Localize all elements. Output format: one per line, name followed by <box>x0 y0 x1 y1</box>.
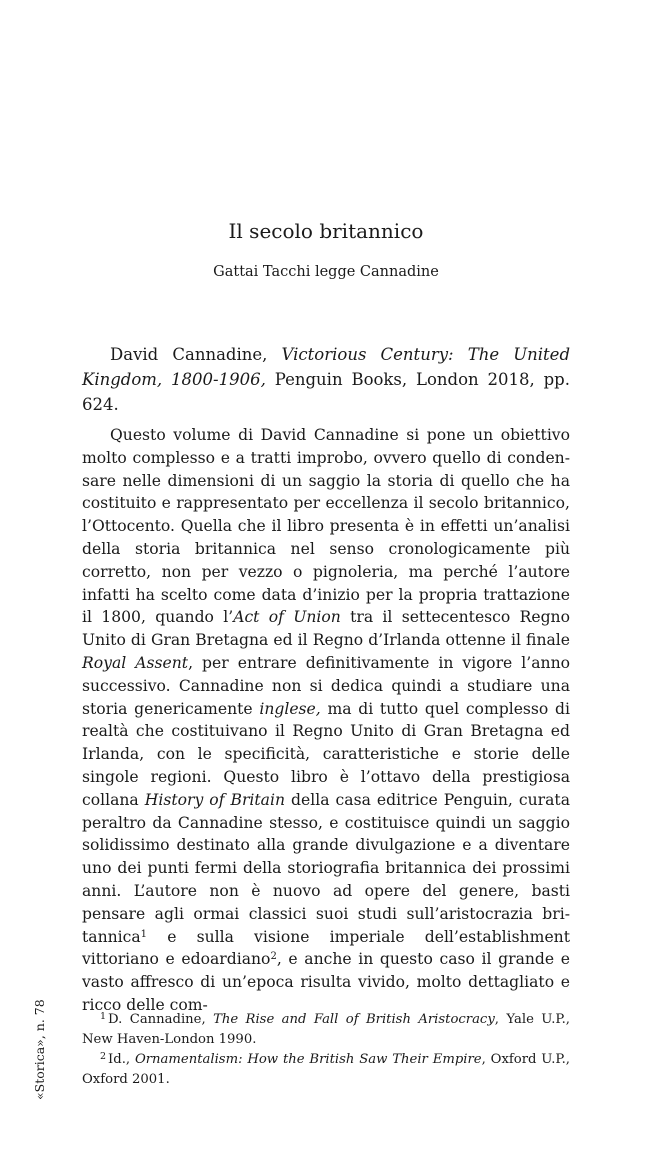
body-text-segment: e sulla visione imperiale dell’establishment vittoriano e edoardiano <box>82 927 570 969</box>
footnote-marker-1[interactable]: 1 <box>140 928 148 940</box>
footnote-author: Id., <box>108 1052 135 1067</box>
italic-term: inglese, <box>259 699 321 718</box>
page <box>82 0 570 1164</box>
biblio-book-title: Victorious Century: The United Kingdom, 1800-1906, <box>82 345 571 389</box>
body-text-segment: tra il settecentesco Regno Unito di Gran Bretagna ed il Regno d’Irlanda ottenne il finale <box>82 608 570 650</box>
footnote-number: 2 <box>100 1051 107 1062</box>
footnote-title: The Rise and Fall of British Aristocracy <box>213 1012 495 1027</box>
biblio-publisher: Penguin Books, London 2018, pp. 624. <box>82 370 570 414</box>
footnote-1 <box>82 1010 570 1050</box>
footnote-author: D. Cannadine, <box>108 1012 214 1027</box>
footnote-title: Ornamentalism: How the British Saw Their Empire <box>134 1052 482 1067</box>
body-text-segment: della casa editrice Penguin, curata peraltro da Cannadine stesso, e costituisce quindi un saggio solidissimo destinato alla grande divulgazione e a diventare uno dei punti fermi della storiografia britannica dei prossimi anni. L’autore non è nuovo ad opere del genere, basti pensare agli ormai classici suoi studi sull’aristocrazia britannica <box>82 790 570 946</box>
footnote-number: 1 <box>100 1011 107 1022</box>
footnote-marker-2[interactable]: 2 <box>270 951 277 963</box>
footnotes <box>82 1010 570 1090</box>
bibliographic-reference <box>82 342 570 417</box>
footnote-publisher: , Yale U.P., New Haven-London 1990. <box>82 1012 570 1047</box>
footnote-publisher: , Oxford U.P., Oxford 2001. <box>82 1052 570 1087</box>
biblio-author: David Cannadine, <box>110 345 282 364</box>
footnote-2 <box>82 1050 570 1090</box>
body-text-segment: , e anche in questo caso il grande e vasto affresco di un’epoca risulta vivido, molto dettagliato e ricco delle com- <box>82 950 570 1014</box>
article-subtitle: Gattai Tacchi legge Cannadine <box>213 264 439 280</box>
italic-term: Act of Union <box>233 608 341 627</box>
article-title: Il secolo britannico <box>228 219 424 243</box>
journal-side-label: «Storica», n. 78 <box>32 999 47 1100</box>
body-text-segment: ma di tutto quel complesso di realtà che costituivano il Regno Unito di Gran Bretagna ed Irlanda, con le specificità, caratteristiche e storie delle singole regioni. Questo libro è l’ottavo della prestigiosa collana <box>82 699 570 809</box>
italic-term: Royal Assent <box>82 653 189 672</box>
italic-term: History of Britain <box>144 790 285 809</box>
body-text-segment: Questo volume di David Cannadine si pone un obiettivo molto complesso e a tratti improbo, ovvero quello di condensare nelle dimensioni di un saggio la storia di quello che ha costituito e rappresentato per eccellenza il secolo britannico, l’Ottocento. Quella che il libro presenta è in effetti un’analisi della storia britannica nel senso cronologicamente più corretto, non per vezzo o pignoleria, ma perché l’autore infatti ha scelto come data d’inizio per la propria trattazione il 1800, quando l’ <box>82 426 570 627</box>
body-text-segment: , per entrare definitivamente in vigore l’anno successivo. Cannadine non si dedica quindi a studiare una storia genericamente <box>82 653 571 718</box>
body-paragraph <box>82 424 570 1017</box>
